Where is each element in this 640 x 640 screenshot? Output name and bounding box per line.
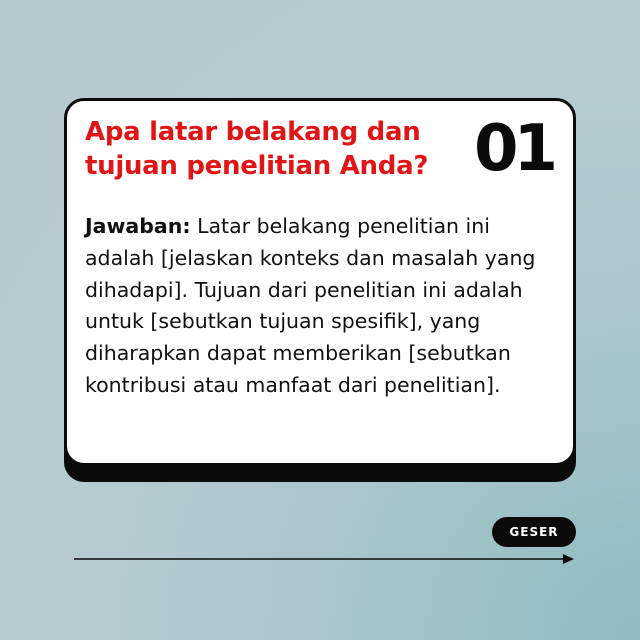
question-title: Apa latar belakang dan tujuan penelitian Anda? <box>85 117 429 181</box>
answer-label: Jawaban: <box>85 214 191 238</box>
arrow-right-icon[interactable] <box>74 552 576 566</box>
next-button[interactable]: GESER <box>492 517 576 547</box>
question-card <box>64 98 576 466</box>
answer-text: Latar belakang penelitian ini adalah [jelaskan konteks dan masalah yang dihadapi]. Tujuan dari penelitian ini adalah untuk [sebutkan tujuan spesifik], yang diharapkan dapat memberikan [sebutkan kontribusi atau manfaat dari penelitian]. <box>85 214 536 397</box>
question-number: 01 <box>473 112 553 186</box>
answer-paragraph <box>85 211 553 402</box>
